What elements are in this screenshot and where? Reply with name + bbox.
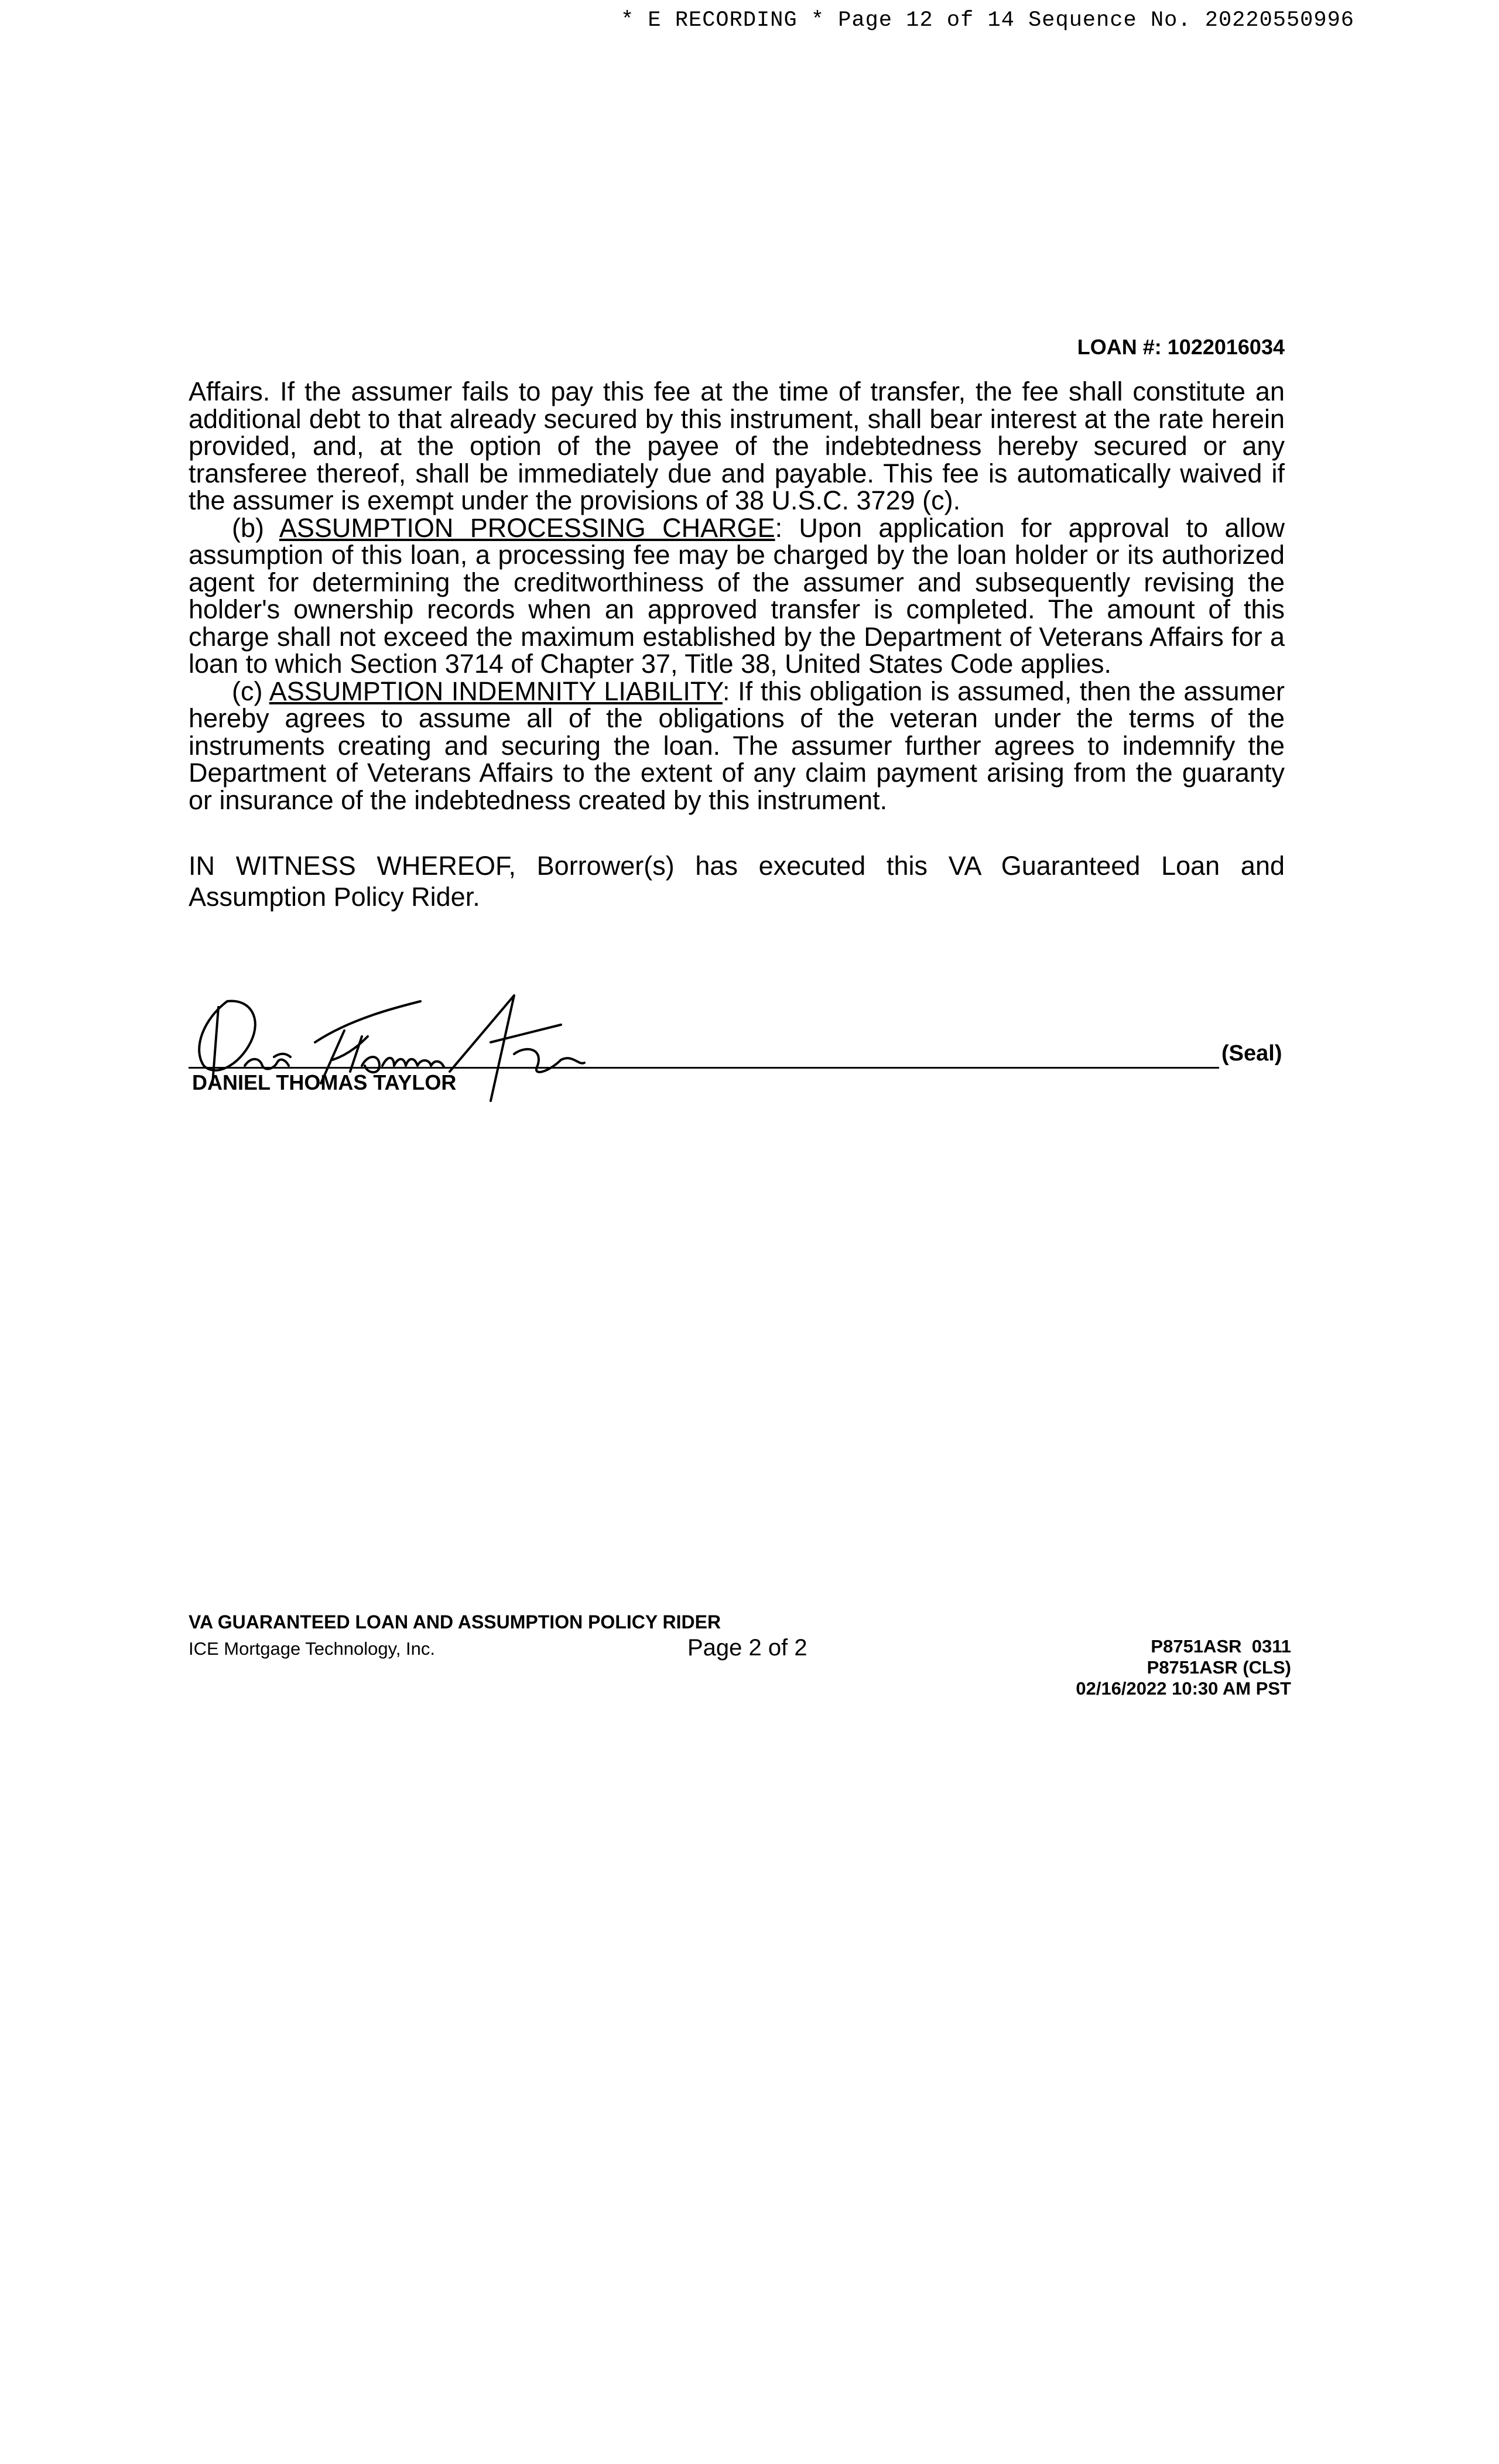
footer-form-title: VA GUARANTEED LOAN AND ASSUMPTION POLICY RIDER <box>189 1611 721 1633</box>
recording-header: * E RECORDING * Page 12 of 14 Sequence No. 20220550996 <box>621 8 1354 33</box>
seal-label: (Seal) <box>1221 1041 1282 1066</box>
paragraph-b-text: : Upon application for approval to allow assumption of this loan, a processing fee may be charged by the loan holder or its authorized agent for determining the creditworthiness of the assumer and subsequently revising the holder's ownership records when an approved transfer is completed. The amount of this charge shall not exceed the maximum established by the Department of Veterans Affairs for a loan to which Section 3714 of Chapter 37, Title 38, United States Code applies. <box>189 512 1285 679</box>
loan-number-line <box>1077 335 1285 360</box>
footer-timestamp: 02/16/2022 10:30 AM PST <box>1076 1678 1291 1699</box>
footer-form-codes <box>1076 1636 1291 1699</box>
paragraph-c-text: : If this obligation is assumed, then the assumer hereby agrees to assume all of the obligations of the veteran under the terms of the instruments creating and securing the loan. The assumer further agrees to indemnify the Department of Veterans Affairs to the extent of any claim payment arising from the guaranty or insurance of the indebtedness created by this instrument. <box>189 676 1285 815</box>
paragraph-c-prefix: (c) <box>232 676 263 706</box>
loan-label: LOAN #: <box>1077 335 1162 359</box>
paragraph-b-heading: ASSUMPTION PROCESSING CHARGE <box>279 512 775 543</box>
form-code-2: P8751ASR (CLS) <box>1147 1657 1291 1678</box>
signature-line <box>189 1067 1219 1069</box>
witness-paragraph <box>189 850 1285 912</box>
paragraph-c <box>189 678 1285 815</box>
continuation-paragraph: Affairs. If the assumer fails to pay this fee at the time of transfer, the fee shall constitute an additional debt to that already secured by this instrument, shall bear interest at the rate herein provided, and, at the option of the payee of the indebtedness hereby secured or any transferee thereof, shall be immediately due and payable. This fee is automatically waived if the assumer is exempt under the provisions of 38 U.S.C. 3729 (c). <box>189 377 1285 515</box>
loan-number: 1022016034 <box>1167 335 1285 359</box>
signature-block <box>186 984 1299 1101</box>
signer-name: DANIEL THOMAS TAYLOR <box>192 1070 457 1094</box>
paragraph-b <box>189 512 1285 679</box>
paragraph-c-heading: ASSUMPTION INDEMNITY LIABILITY <box>269 676 723 706</box>
rider-body <box>189 378 1285 814</box>
form-code-1: P8751ASR 0311 <box>1151 1636 1291 1657</box>
paragraph-b-prefix: (b) <box>232 512 264 543</box>
witness-text: IN WITNESS WHEREOF, Borrower(s) has executed this VA Guaranteed Loan and Assumption Policy Rider. <box>189 851 1285 912</box>
footer-page-number: Page 2 of 2 <box>687 1635 807 1661</box>
footer-company: ICE Mortgage Technology, Inc. <box>189 1638 436 1659</box>
